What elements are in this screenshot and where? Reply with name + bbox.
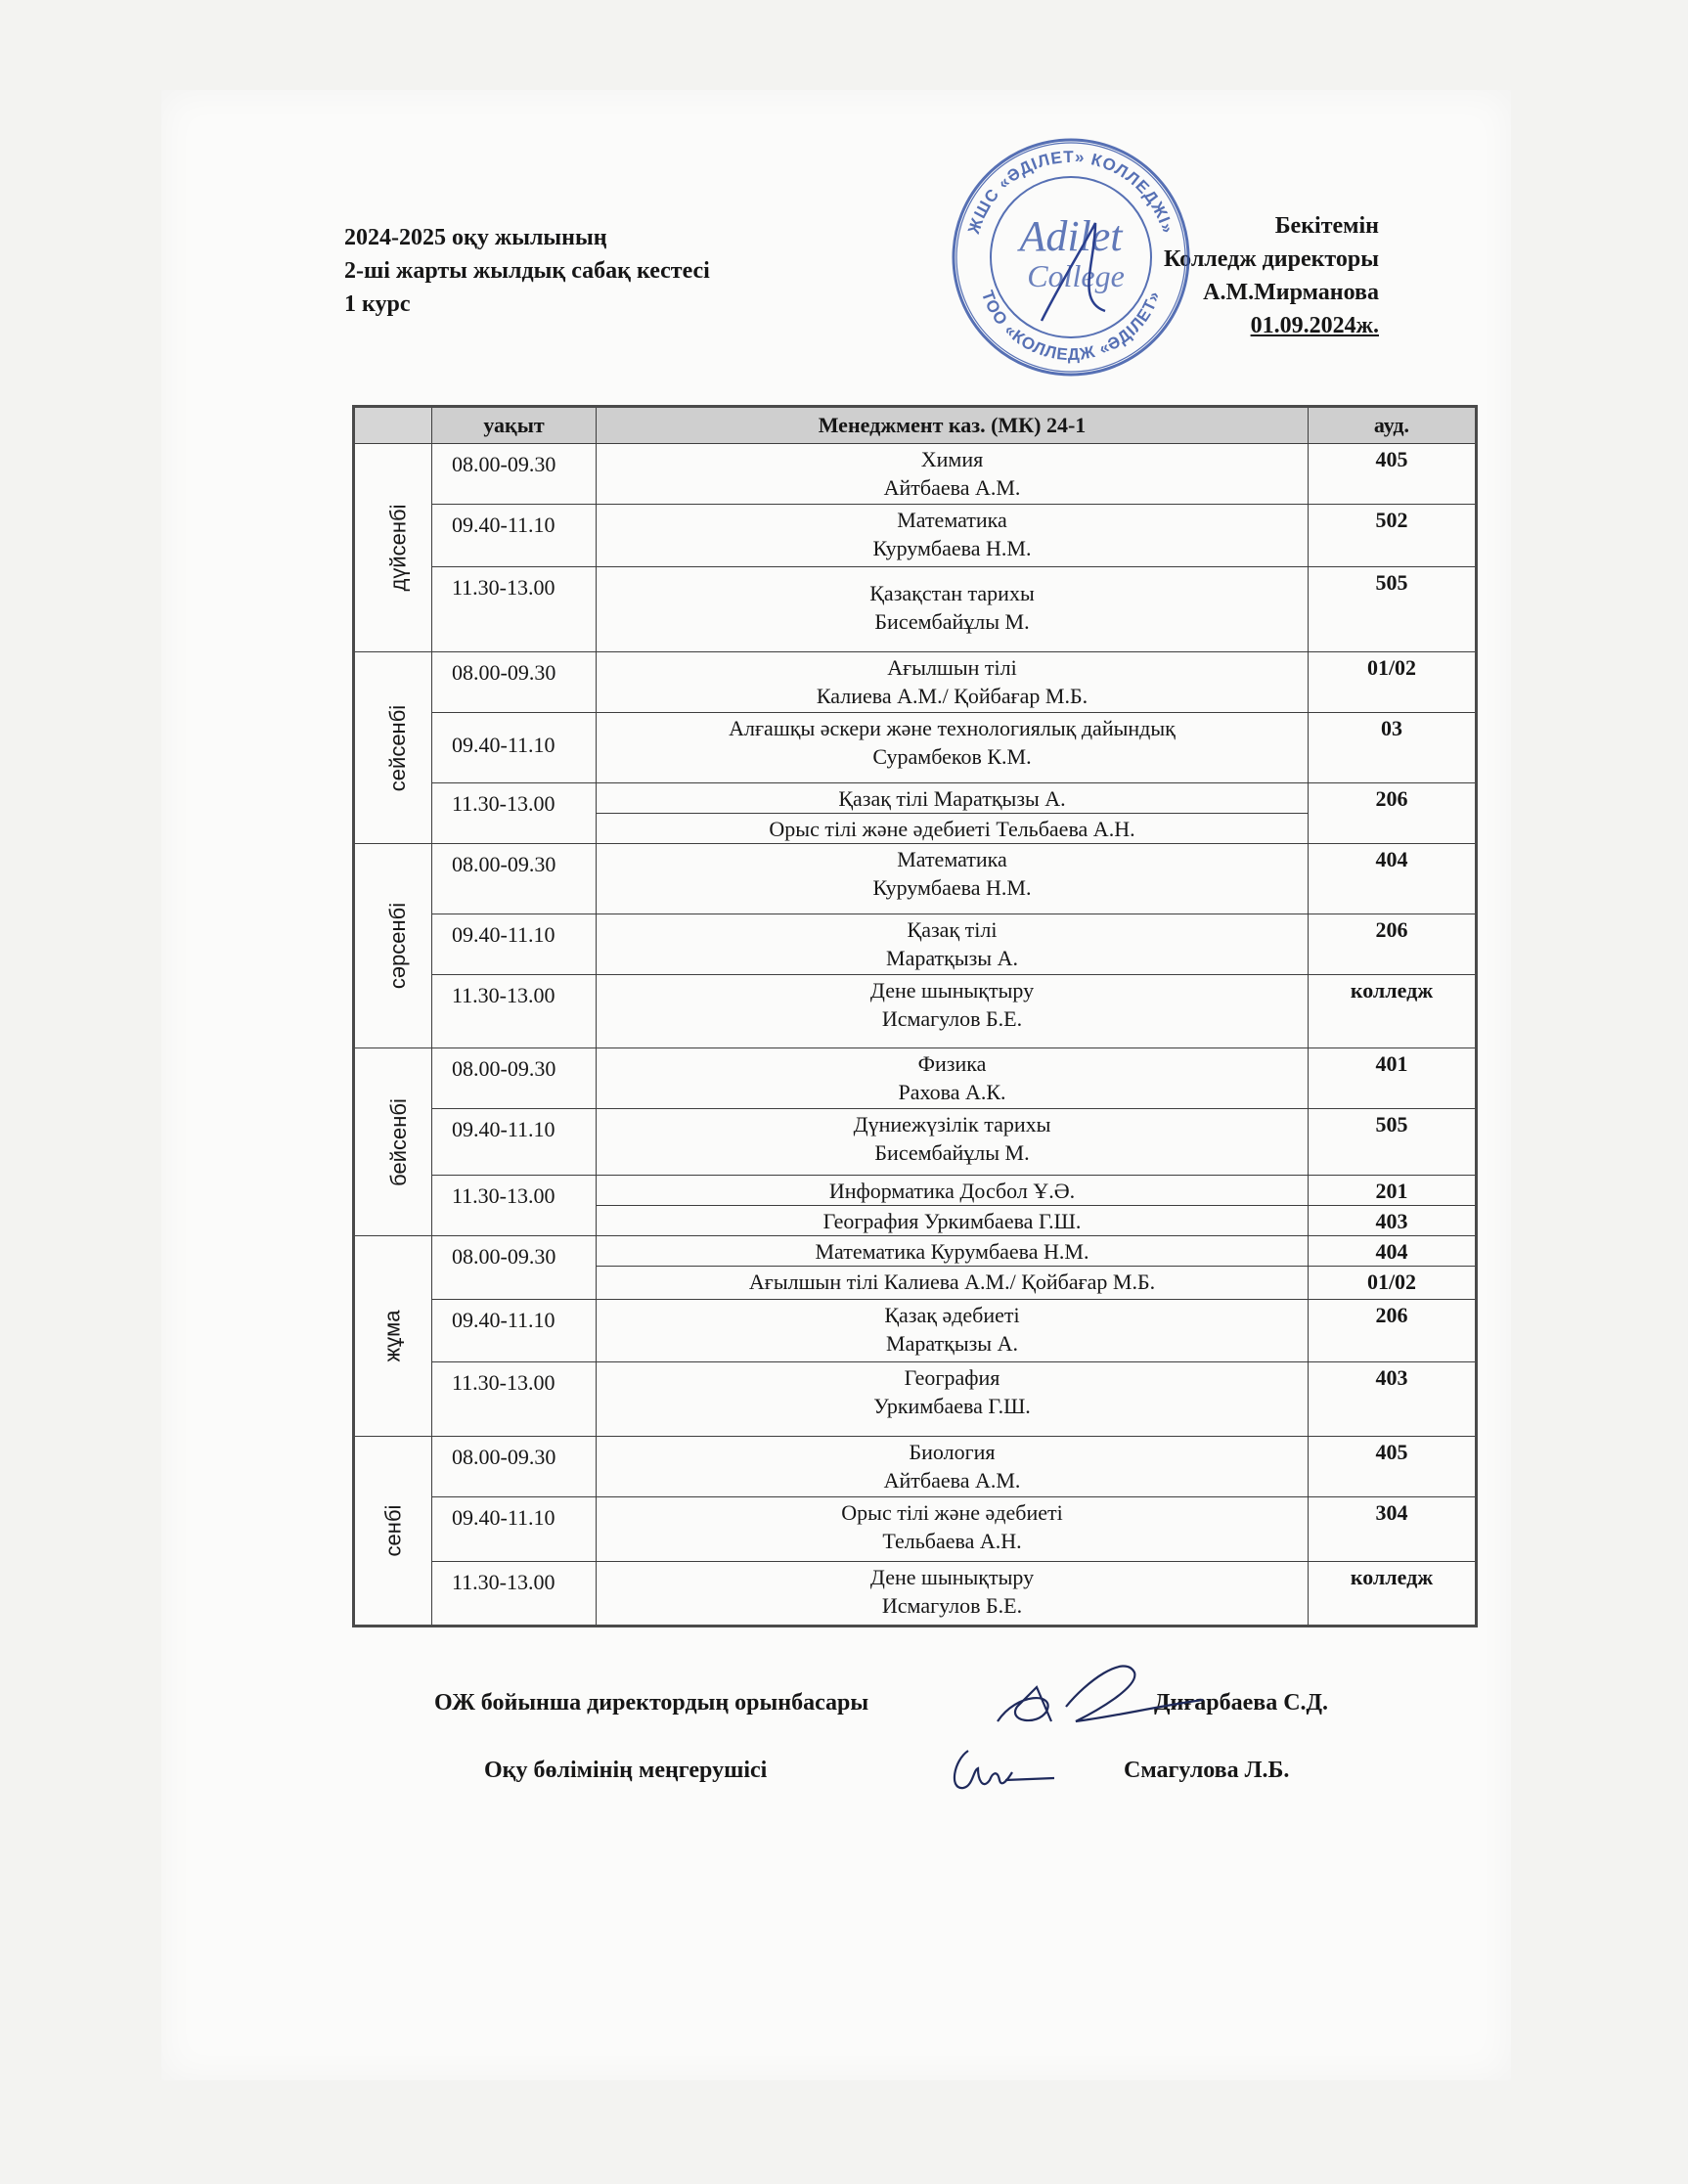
subject-cell: Математика Курумбаева Н.М. [597,844,1309,914]
subject-cell: Қазақ тілі Маратқызы А. [597,914,1309,975]
time-cell: 09.40-11.10 [432,1300,597,1362]
subject-cell: Ағылшын тілі Калиева А.М./ Қойбағар М.Б. [597,1267,1309,1300]
subject-cell: Химия Айтбаева А.М. [597,444,1309,505]
schedule-table [352,405,1478,1627]
time-cell: 08.00-09.30 [432,652,597,713]
day-cell: жұма [354,1236,432,1437]
room-cell: 403 [1309,1362,1477,1437]
time-cell: 09.40-11.10 [432,713,597,783]
header-room: ауд. [1309,407,1477,444]
time-cell: 08.00-09.30 [432,444,597,505]
table-row [354,567,1477,652]
deputy-signature [978,1653,1213,1741]
subject-cell: Ағылшын тілі Калиева А.М./ Қойбағар М.Б. [597,652,1309,713]
time-cell: 11.30-13.00 [432,975,597,1048]
table-row [354,1300,1477,1362]
day-cell: сәрсенбі [354,844,432,1048]
time-cell: 11.30-13.00 [432,1562,597,1627]
room-cell: 505 [1309,567,1477,652]
subject-cell: Қазақ тілі Маратқызы А. [597,783,1309,814]
room-cell: колледж [1309,975,1477,1048]
room-cell: 505 [1309,1109,1477,1176]
room-cell: 405 [1309,1437,1477,1497]
stamp-top-text: ЖШС «ӘДІЛЕТ» КОЛЛЕДЖІ» [964,147,1177,237]
subject-cell: Информатика Досбол Ұ.Ә. [597,1176,1309,1206]
subject-cell: Математика Курумбаева Н.М. [597,505,1309,567]
table-row [354,1437,1477,1497]
table-row [354,1048,1477,1109]
table-row [354,783,1477,814]
header-group: Менеджмент каз. (МК) 24-1 [597,407,1309,444]
subject-cell: Дүниежүзілік тарихы Бисембайұлы М. [597,1109,1309,1176]
head-name: Смагулова Л.Б. [1124,1758,1290,1783]
table-header-row [354,407,1477,444]
head-signature [929,1741,1066,1809]
stamp-logo-text-1: Adilet [1019,212,1123,260]
approval-line-2: Колледж директоры [1163,246,1379,272]
subject-cell: География Уркимбаева Г.Ш. [597,1362,1309,1437]
time-cell: 11.30-13.00 [432,1362,597,1437]
time-cell: 11.30-13.00 [432,567,597,652]
header-time: уақыт [432,407,597,444]
subject-cell: Биология Айтбаева А.М. [597,1437,1309,1497]
subject-cell: География Уркимбаева Г.Ш. [597,1206,1309,1236]
subject-cell: Қазақстан тарихы Бисембайұлы М. [597,567,1309,652]
table-row [354,975,1477,1048]
header-empty-cell [354,407,432,444]
table-row [354,713,1477,783]
subject-cell: Орыс тілі және әдебиеті Тельбаева А.Н. [597,814,1309,844]
room-cell: 01/02 [1309,1267,1477,1300]
room-cell: 03 [1309,713,1477,783]
room-cell: 404 [1309,844,1477,914]
head-title: Оқу бөлімінің меңгерушісі [484,1758,768,1783]
day-cell: бейсенбі [354,1048,432,1236]
deputy-title: ОЖ бойынша директордың орынбасары [434,1690,869,1716]
time-cell: 08.00-09.30 [432,1437,597,1497]
table-row [354,1176,1477,1206]
stamp-bottom-text: ТОО «КОЛЛЕДЖ «ӘДІЛЕТ» [977,288,1165,365]
header-line-1: 2024-2025 оқу жылының [344,225,607,250]
room-cell: 405 [1309,444,1477,505]
approval-date: 01.09.2024ж. [1250,313,1379,338]
room-cell: 403 [1309,1206,1477,1236]
subject-cell: Математика Курумбаева Н.М. [597,1236,1309,1267]
header-line-2: 2-ші жарты жылдық сабақ кестесі [344,258,710,284]
approval-line-1: Бекітемін [1274,213,1379,239]
svg-text:ТОО «КОЛЛЕДЖ «ӘДІЛЕТ» [978,289,1164,365]
time-cell: 09.40-11.10 [432,1109,597,1176]
room-cell: колледж [1309,1562,1477,1627]
table-row [354,505,1477,567]
room-cell: 401 [1309,1048,1477,1109]
room-cell: 304 [1309,1497,1477,1562]
table-row [354,914,1477,975]
table-row [354,1562,1477,1627]
table-row [354,652,1477,713]
day-cell: сейсенбі [354,652,432,844]
room-cell: 01/02 [1309,652,1477,713]
room-cell: 201 [1309,1176,1477,1206]
day-cell: дүйсенбі [354,444,432,652]
college-stamp [949,135,1193,379]
time-cell: 09.40-11.10 [432,914,597,975]
time-cell: 08.00-09.30 [432,844,597,914]
room-cell: 206 [1309,783,1477,844]
subject-cell: Орыс тілі және әдебиеті Тельбаева А.Н. [597,1497,1309,1562]
room-cell: 404 [1309,1236,1477,1267]
subject-cell: Дене шынықтыру Исмагулов Б.Е. [597,975,1309,1048]
table-row [354,1236,1477,1267]
table-row [354,444,1477,505]
time-cell: 08.00-09.30 [432,1048,597,1109]
table-row [354,1362,1477,1437]
table-row [354,1109,1477,1176]
room-cell: 502 [1309,505,1477,567]
subject-cell: Физика Рахова А.К. [597,1048,1309,1109]
room-cell: 206 [1309,914,1477,975]
header-line-3: 1 курс [344,291,411,317]
approval-line-3: А.М.Мирманова [1203,280,1379,305]
subject-cell: Алғашқы әскери және технологиялық дайындық Сурамбеков К.М. [597,713,1309,783]
day-cell: сенбі [354,1437,432,1627]
stamp-logo-text-2: College [1027,258,1125,293]
time-cell: 09.40-11.10 [432,1497,597,1562]
time-cell: 11.30-13.00 [432,783,597,844]
table-row [354,844,1477,914]
subject-cell: Қазақ әдебиеті Маратқызы А. [597,1300,1309,1362]
time-cell: 09.40-11.10 [432,505,597,567]
deputy-name: Диғарбаева С.Д. [1154,1690,1329,1716]
document-header [344,221,710,321]
time-cell: 08.00-09.30 [432,1236,597,1300]
time-cell: 11.30-13.00 [432,1176,597,1236]
room-cell: 206 [1309,1300,1477,1362]
table-row [354,1497,1477,1562]
subject-cell: Дене шынықтыру Исмагулов Б.Е. [597,1562,1309,1627]
